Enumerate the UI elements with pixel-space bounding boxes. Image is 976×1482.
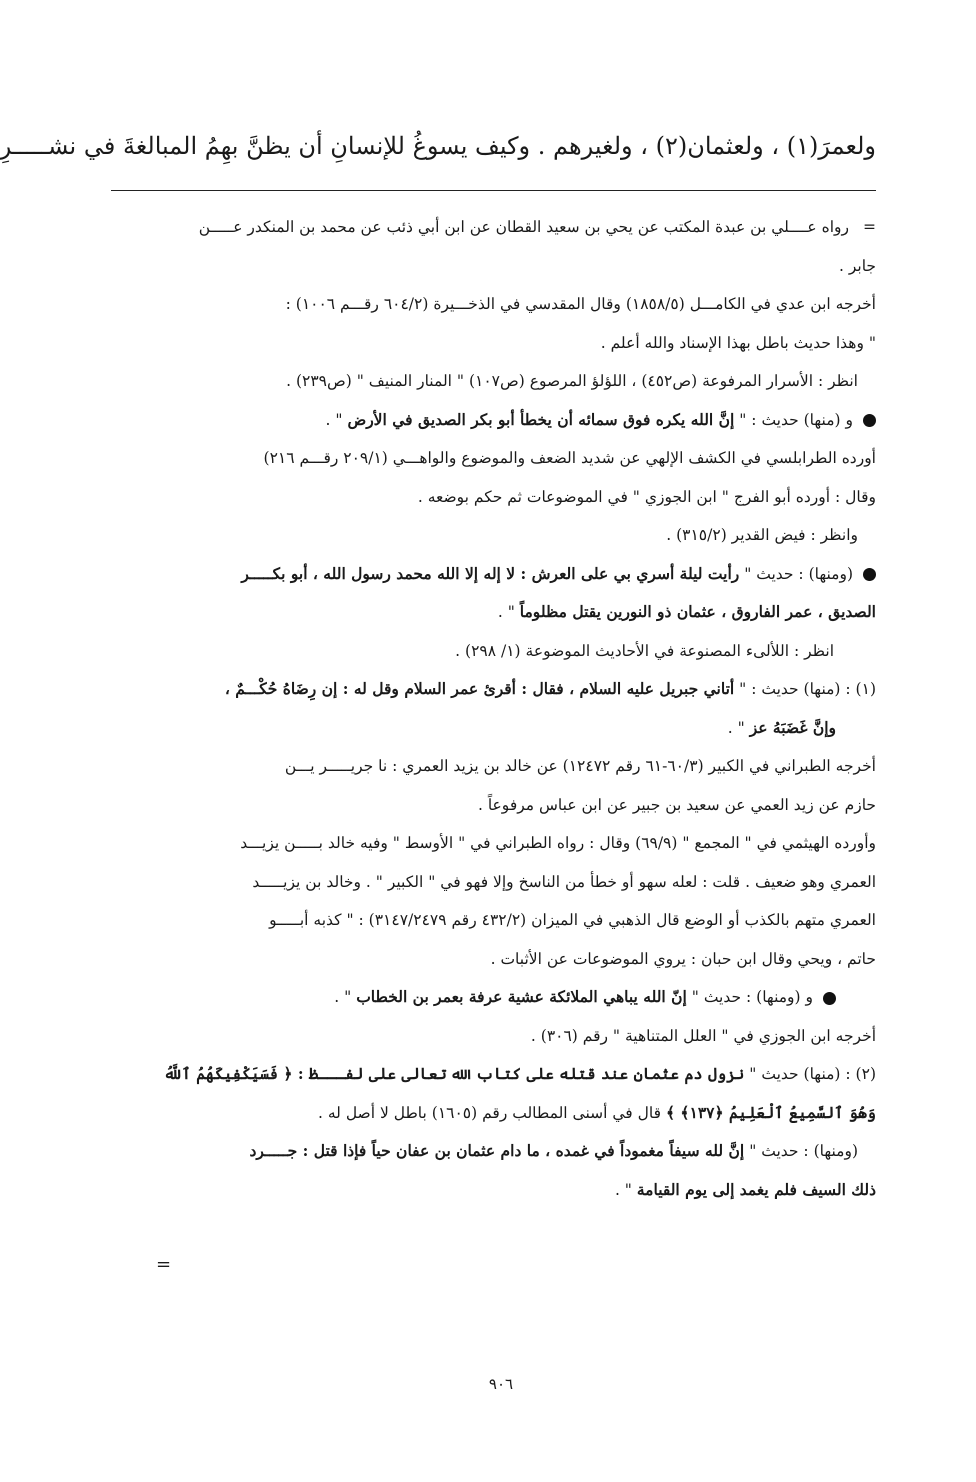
hadith-text: إنَّ لله سيفاً مغموداً في غمده ، ما دام عثمان بن عفان حياً فإذا قتل : جـــــرد xyxy=(249,1141,745,1160)
hadith-text: إنّ الله يباهي الملائكة عشية عرفة بعمر بن الخطاب xyxy=(356,987,687,1006)
footnote-number: (٢) : (منها) حديث " xyxy=(749,1065,876,1083)
footnote-line: أخرجه ابن الجوزي في " العلل المتناهية " رقم (٣٠٦) . xyxy=(530,1026,876,1045)
footnote-line: " وهذا حديث باطل بهذا الإسناد والله أعلم . xyxy=(600,333,876,352)
footnote-line xyxy=(104,1055,876,1094)
footnote-line: انظر : اللألىء المصنوعة في الأحاديث الموضوعة (١/ ٢٩٨) . xyxy=(455,641,834,660)
footnote-line: وَهُوَ ٱلسَّمِيعُ ٱلْعَلِيمُ ﴿١٣٧﴾ ﴾ قال في أسنى المطالب رقم (١٦٠٥) باطل لا أصل له . xyxy=(318,1102,876,1122)
footnote-line: ذلك السيف فلم يغمد إلى يوم القيامة " . xyxy=(614,1179,876,1199)
footnote-number: (١) : (منها) حديث : " xyxy=(739,680,876,698)
footnote-line: أخرجه الطبراني في الكبير (٦٠/٣-٦١ رقم ١٢٤٧٢) عن خالد بن يزيد العمري : نا جريـــــر يـــن xyxy=(284,757,876,775)
hadith-text: الصديق ، عمر الفاروق ، عثمان ذو النورين يقتل مظلوماً xyxy=(519,602,876,621)
hadith-text: وإنَّ غَضَبَهُ عز xyxy=(749,717,836,737)
footnotes-section xyxy=(104,208,876,1209)
continuation-mark: = xyxy=(156,1254,172,1275)
quran-verse: نزول دم عثمان عند قتله على كتاب الله تعالى على لفـــظ : ﴿ فَسَيَكْفِيكَهُمُ ٱللَّهُ xyxy=(163,1064,745,1083)
footnote-line: جابر . xyxy=(838,256,876,275)
bullet-icon xyxy=(823,992,836,1005)
footnote-line: =رواه عــــلي بن عبدة المكتب عن يحي بن سعيد القطان عن ابن أبي ذئب عن محمد بن المنكدر عـــــن xyxy=(198,218,876,236)
footnote-line: العمري متهم بالكذب أو الوضع قال الذهبي في الميزان (٤٣٢/٢ رقم ٣١٤٧/٢٤٧٩) : " كذبه أبـــــو xyxy=(269,911,876,929)
footnote-line: و (ومنها) : حديث " إنّ الله يباهي الملائكة عشية عرفة بعمر بن الخطاب " . xyxy=(104,978,876,1017)
footnote-line: حاتم ، ويحي وقال ابن حبان : يروي الموضوعات عن الأثبات . xyxy=(490,949,876,968)
hadith-text: إنَّ الله يكره فوق سمائه أن يخطأ أبو بكر الصديق في الأرض xyxy=(347,409,735,429)
footnote-line: (ومنها) : حديث " إنَّ لله سيفاً مغموداً في غمده ، ما دام عثمان بن عفان حياً فإذا قتل : جـــــرد xyxy=(249,1141,858,1160)
footnote-separator xyxy=(111,190,876,191)
footnote-line: أخرجه ابن عدي في الكامـــل (١٨٥٨/٥) وقال المقدسي في الذخـــيرة (٦٠٤/٢ رقـــم ١٠٠٦) : xyxy=(285,295,876,313)
footnote-line: وإنَّ غَضَبَهُ عز " . xyxy=(727,717,836,737)
footnote-line: الصديق ، عمر الفاروق ، عثمان ذو النورين يقتل مظلوماً " . xyxy=(497,602,876,621)
footnote-line: وقال : أورده أبو الفرج " ابن الجوزي " في الموضوعات ثم حكم بوضعه . xyxy=(417,487,876,506)
footnote-line: انظر : الأسرار المرفوعة (ص٤٥٢) ، اللؤلؤ المرصوع (ص١٠٧) " المنار المنيف " (ص٢٣٩) . xyxy=(286,372,858,390)
hadith-text: ذلك السيف فلم يغمد إلى يوم القيامة xyxy=(636,1179,876,1199)
footnote-line: أورده الطرابلسي في الكشف الإلهي عن شديد الضعف والموضوع والواهـــي (٢٠٩/١ رقـــم ٢١٦) xyxy=(263,449,876,467)
footnote-line: حازم عن زيد العمي عن سعيد بن جبير عن ابن عباس مرفوعاً . xyxy=(477,795,876,814)
footnote-line: وأورده الهيثمي في " المجمع " (٦٩/٩) وقال : رواه الطبراني في " الأوسط " وفيه خالد بـــــن يزيـــد xyxy=(240,834,876,852)
page-number: ٩٠٦ xyxy=(488,1375,514,1393)
footnote-line xyxy=(104,670,876,709)
bullet-icon xyxy=(863,414,876,427)
main-text-line: ولعمرَ(١) ، ولعثمان(٢) ، ولغيرهم . وكيف يسوغُ للإنسانِ أن يظنَّ بهِمُ المبالغةَ في نشـــــرِ xyxy=(0,132,876,160)
hadith-text: أتاني جبريل عليه السلام ، فقال : أقرئ عمر السلام وقل له : إن رِضَاهُ حُكْـــمٌ ، xyxy=(224,679,735,698)
footnote-line: و (منها) حديث : " إنَّ الله يكره فوق سمائه أن يخطأ أبو بكر الصديق في الأرض " . xyxy=(104,401,876,440)
quran-verse: وَهُوَ ٱلسَّمِيعُ ٱلْعَلِيمُ ﴿١٣٧﴾ ﴾ xyxy=(665,1102,876,1122)
footnote-line: العمري وهو ضعيف . قلت : لعله سهو أو خطأ من الناسخ وإلا فهو في " الكبير " . وخالد بن يزيـــــد xyxy=(252,872,876,891)
continuation-mark: = xyxy=(863,218,876,236)
footnote-line: (ومنها) : حديث " رأيت ليلة أسري بي على العرش : لا إله إلا الله محمد رسول الله ، أبو بكـــــر xyxy=(104,555,876,594)
bullet-icon xyxy=(863,568,876,581)
footnote-line: وانظر : فيض القدير (٣١٥/٢) . xyxy=(666,526,858,544)
hadith-text: رأيت ليلة أسري بي على العرش : لا إله إلا الله محمد رسول الله ، أبو بكـــــر xyxy=(241,563,740,583)
